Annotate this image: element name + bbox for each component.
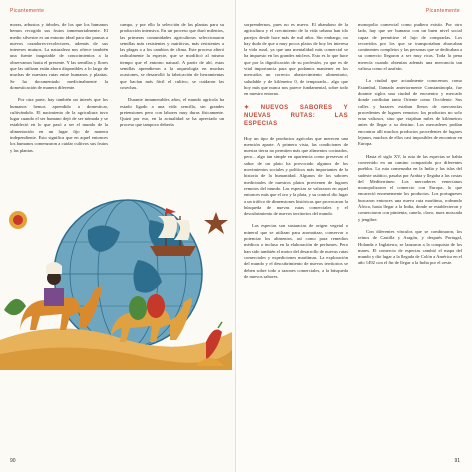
right-column-1 <box>244 22 348 286</box>
paragraph: moras, arbustos y árboles, de los que los humanos hemos recogido sus frutos inmemorialmente. El medio silvestre es un entorno ideal para dar pausas a nuevos cazadores-recolectores, además de sus intereses mutuos. La naturaleza nos ofrece también una fuente inagotable de conocimientos a la observamos hasta el presente. Y las semillas y flores que las utilizan están ahora disponibles a lo largo de muchas de nuestras rutas entre humanos y plantas. Se ha documentado medicinalmente la domesticación de manera diferente. <box>10 22 108 90</box>
left-column-1 <box>10 22 108 160</box>
paragraph: Durante innumerables años, el mundo agrícola ha estado ligado a una vida sencilla, sin grandes pretensiones pero con labores muy duras físicamente. Quizá por eso, en la actualidad se ha apreciado un proceso que tampoco debería <box>120 97 224 128</box>
paragraph: sorprendernos, pues no es nuevo. El abandono de la agricultura y el crecimiento de la vida urbana han ido parejos desde hace más de mil años. Sin embargo, no hay duda de que a muy pocos platos de hoy les interesa la vida rural, ya que una mentalidad más comercial se ha impuesto en los grandes núcleos. Esto es lo que hace que por la dignificación de su profesión, ya que es de vital importancia para que podamos mantener en los mercados un correcto abastecimiento alimentario, saludable y de kilómetro 0, de temporada... algo que hoy más que nunca nos parece fundamental, sobre todo en nuestro entorno. <box>244 22 348 97</box>
section-heading: ✦ NUEVOS SABORES Y NUEVAS RUTAS: LAS ESPECIAS <box>244 104 348 127</box>
left-column-2 <box>120 22 224 135</box>
paragraph: Con diferentes vínculos que se combinaron, los reinos de Castilla y Aragón, y después Portugal, Holanda e Inglaterra, se lanzaron a la conquista de los mares. El comercio de especias cambió el mapa del mundo y dio lugar a la llegada de Colón a América en el año 1492 con el fin de llegar a la India por el oeste. <box>358 228 462 266</box>
running-head: Picantemente <box>425 8 460 14</box>
paragraph: Por otra parte, hay también un interés que los humanos hemos aprendido a domesticar, cultivándolo. El nacimiento de la agricultura tuvo lugar cuando el ser humano dejó de ser nómada y se estableció en lo que pasó a ser el mundo de la alimentación en un lugar fijo de manera independiente. Esto significa que en aquel entonces los humanos comenzaron a cuidar cultivos sus frutos y las plantas. <box>10 97 108 153</box>
paragraph: La ciudad que actualmente conocemos como Estambul, llamada anteriormente Constantinopla, fue durante siglos una ciudad de encuentro y mercado donde confluían tanto Oriente como Occidente. Sus calles y bazares estaban llenos de mercancías procedentes de lugares remotos: los productos no solo eran valiosos, sino que viajaban miles de kilómetros antes de llegar a su destino. Los mercaderes podían encontrar allí muchos productos procedentes de lugares lejanos, muchos de ellos casi imposibles de encontrar en Europa. <box>358 78 462 147</box>
spice-route-illustration <box>0 190 232 370</box>
sun-icon <box>9 211 27 229</box>
page-number: 91 <box>454 458 460 464</box>
star-anise-icon <box>204 212 228 234</box>
right-column-2 <box>358 22 462 273</box>
leaf-icon <box>4 299 26 315</box>
paragraph: campo, y por ello la selección de las plantas para su producción intensiva. En un proceso que duró milenios, las primeras comunidades agricultoras seleccionaron semillas más resistentes y nutritivas, más resistentes a las plagas o a los cambios de clima. Este proceso alteró radicalmente la especie, que se modificó al mismo tiempo que el entorno natural. A partir de ahí, estas semillas aprendieron a la arqueología en muchas ocasiones, se desarrolló la fabricación de herramientas que hacían más fácil el cultivo, se cuidaron las cosechas. <box>120 22 224 90</box>
paragraph: Hasta el siglo XV, la ruta de las especias se había convertido en un camino compartido por diferentes pueblos. La ruta comenzaba en la India y las islas del sudeste asiático, pasaba por Arabia y llegaba a las costas del Mediterráneo. Los mercaderes venecianos monopolizaron el comercio con Europa, lo que encareció enormemente los productos. Los portugueses buscaron entonces una nueva ruta marítima, rodeando África, hasta llegar a la India, donde se establecieron y comerciaron con pimienta, canela, clavo, nuez moscada y jengibre. <box>358 153 462 222</box>
paragraph: Hoy un tipo de productos agrícolas que merecen una mención aparte. A primera vista, las condiciones de nuestra tierra no permiten más que alimentos cocinados, pero... algo tan simple en apariencia como preservar el sabor de un plato ha provocado algunos de los movimientos sociales y políticos más importantes de la historia de la humanidad. Algunos de los sabores medicinales de nuestros platos provienen de lugares remotos del mundo. Las especias se valoraron en aquel entonces más que el oro y la plata, y su control dio lugar a un tráfico de dimensiones históricas que provocaron la búsqueda de nuevas rutas comerciales y el descubrimiento de nuevos territorios del mundo. <box>244 135 348 217</box>
paragraph: Las especias son sustancias de origen vegetal o mineral que se utilizan para aromatizar, conservar o potenciar los alimentos, así como para remedios médicos o incluso en la elaboración de perfumes. Pero han sido también el motor del desarrollo de nuevas rutas comerciales y expediciones marítimas. La exploración del mundo y el descubrimiento de nuevos territorios se deben sobre todo a razones comerciales, a la búsqueda de nuevos sabores. <box>244 223 348 279</box>
running-head: Picantemente <box>10 8 45 14</box>
right-page <box>236 0 472 472</box>
paragraph: monopolio comercial como pudiera existir. Por otro lado, hay que ser humano con un buen nivel social capaz de permitirse el lujo de comprarlas. Los recorridos por los que se transportaban abarcaban continentes completos y las personas que se dedicaban a su comercio llegaron a ser muy ricas. Toda la pena merecía cuando obtenían además una mercancía tan valiosa como el azafrán. <box>358 22 462 72</box>
page-number: 90 <box>10 458 16 464</box>
